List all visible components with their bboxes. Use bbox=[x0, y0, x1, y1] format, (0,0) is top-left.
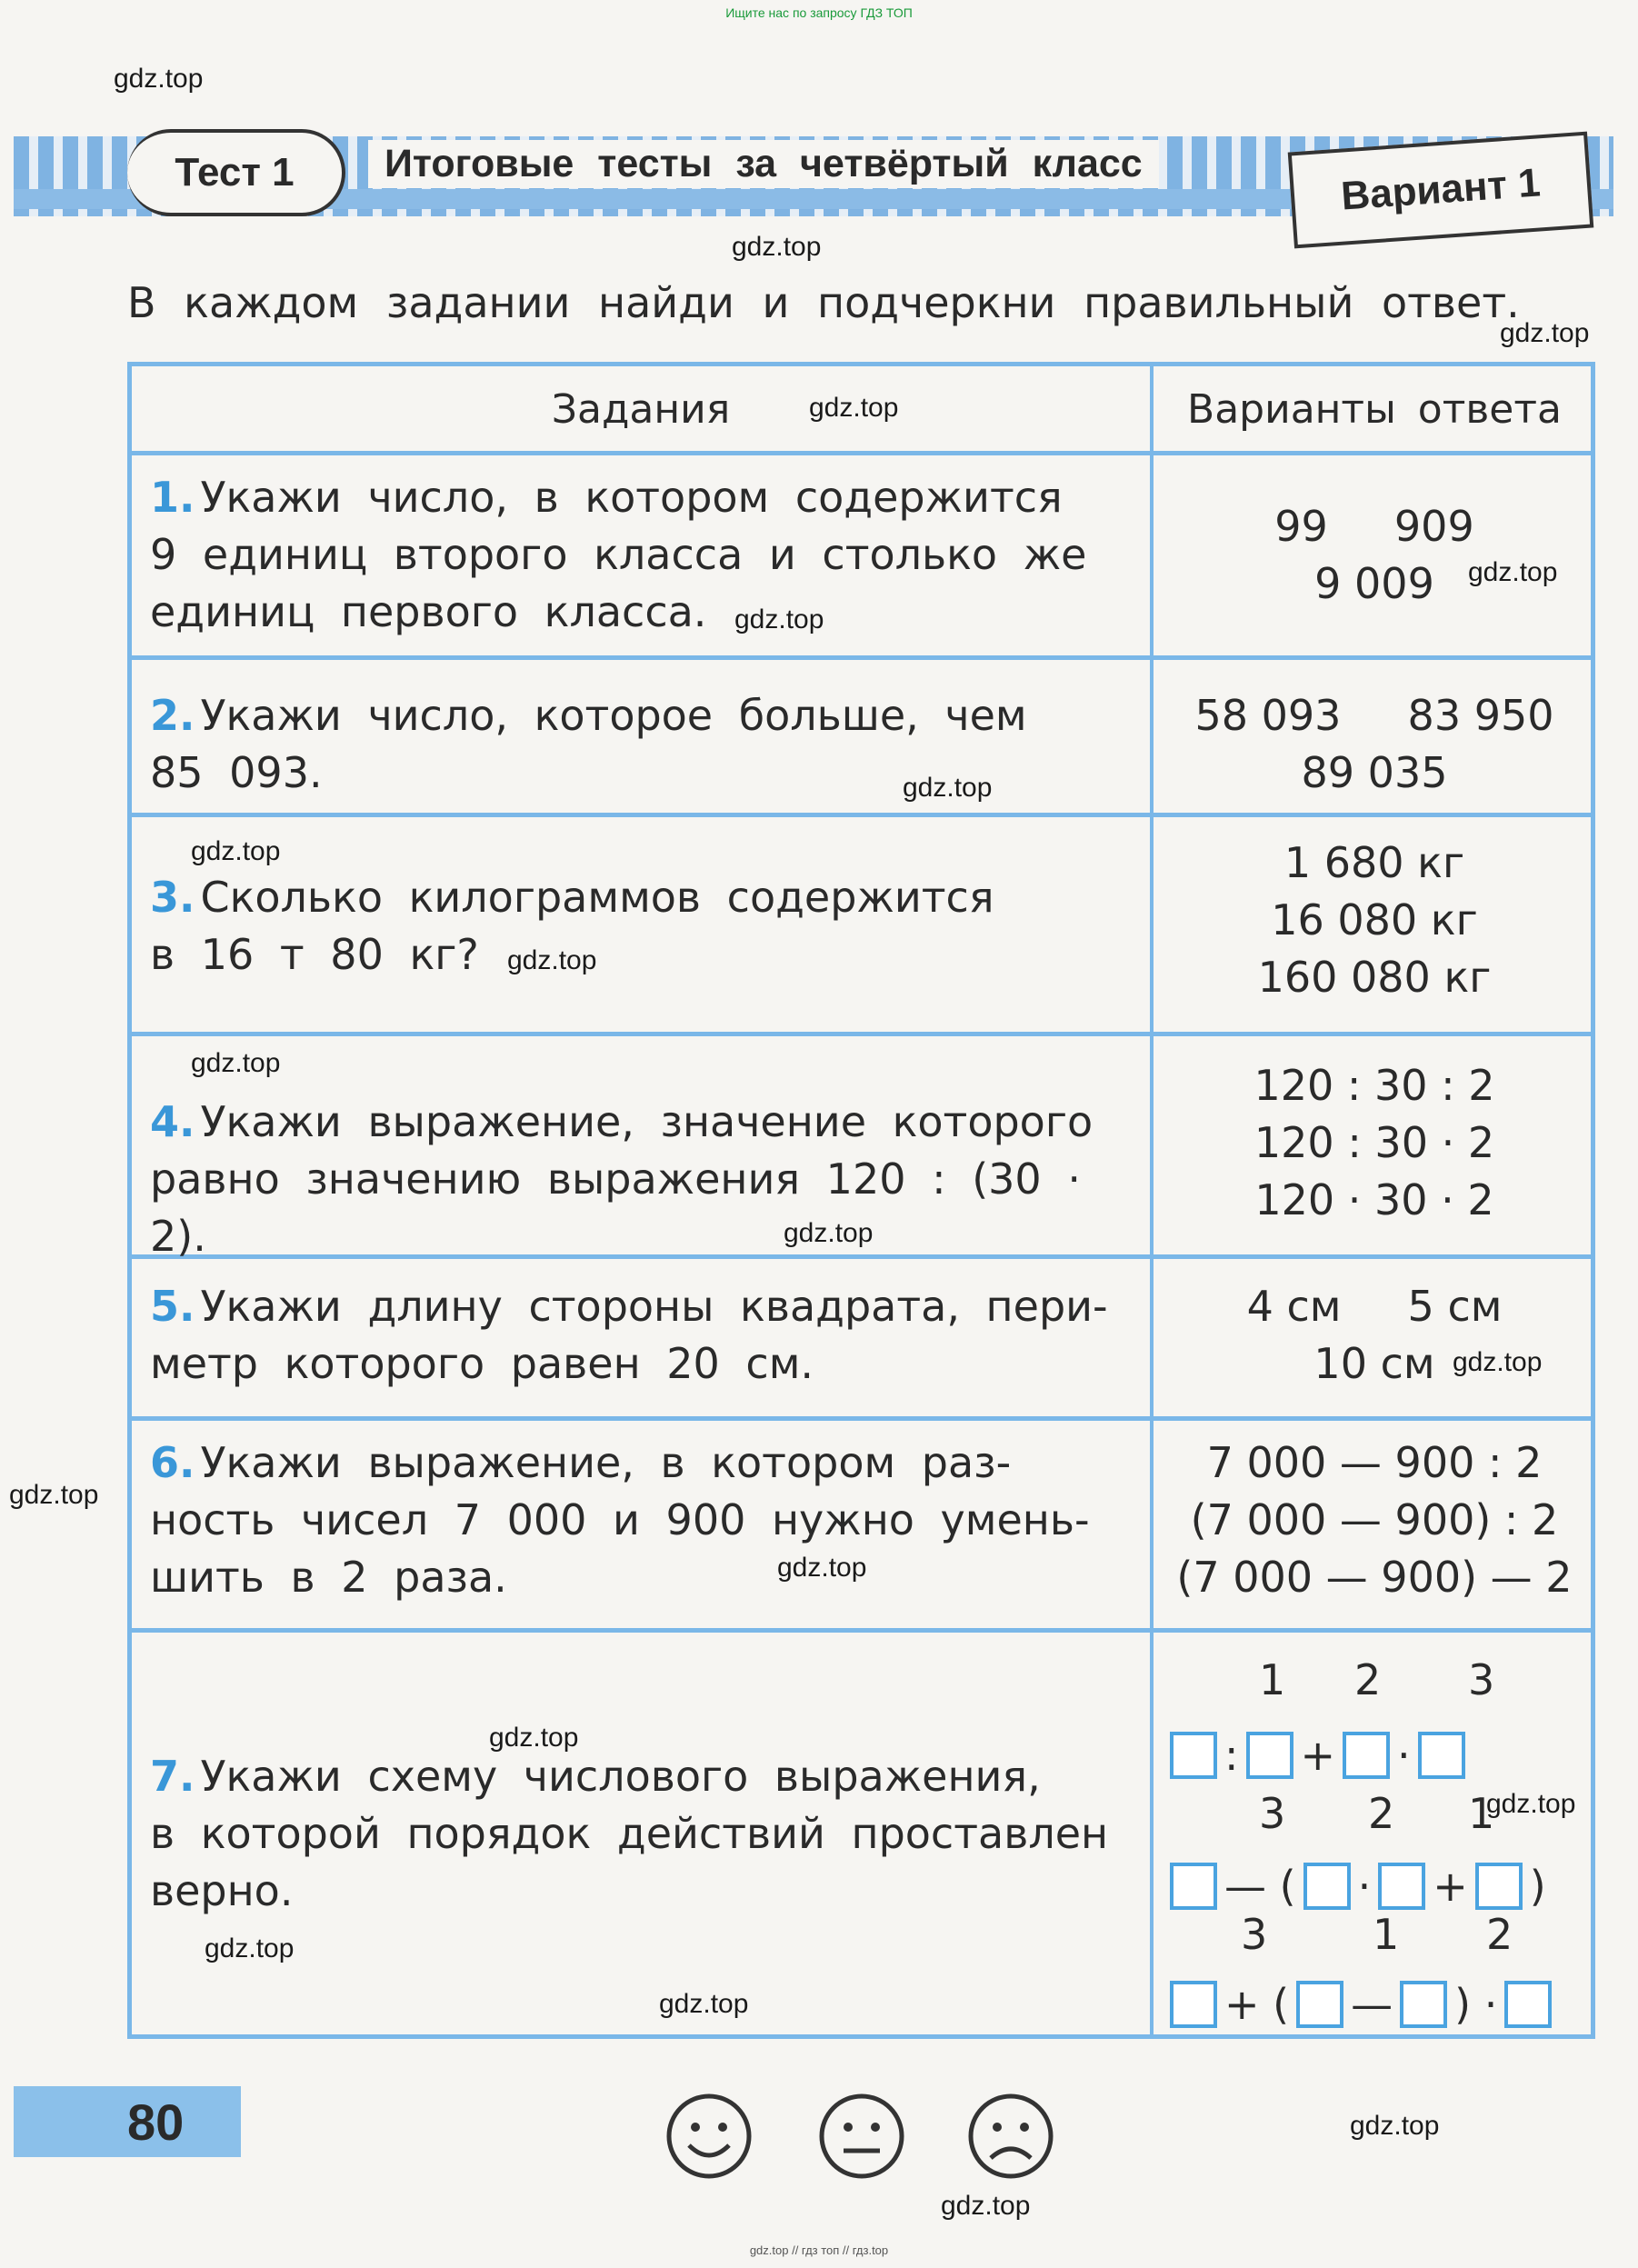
neutral-face-icon[interactable] bbox=[816, 2091, 907, 2182]
scheme-3[interactable] bbox=[1170, 1977, 1552, 2032]
watermark: gdz.top bbox=[191, 1048, 281, 1078]
row-divider bbox=[132, 1032, 1591, 1036]
task-line: единиц первого класса. bbox=[150, 587, 707, 636]
operator: : bbox=[1224, 1731, 1239, 1780]
task-number: 7. bbox=[150, 1752, 195, 1801]
header-answers: Варианты ответа bbox=[1187, 386, 1562, 433]
task-4 bbox=[150, 1094, 1132, 1265]
task-number: 2. bbox=[150, 691, 195, 740]
task-line: Укажи число, которое больше, чем bbox=[200, 691, 1027, 740]
task-line: Укажи схему числового выражения, bbox=[200, 1752, 1041, 1801]
variant-label: Вариант 1 bbox=[1339, 160, 1543, 219]
blank-box bbox=[1504, 1981, 1552, 2028]
operator: — bbox=[1351, 1980, 1393, 2029]
task-3 bbox=[150, 869, 1132, 984]
blank-box bbox=[1418, 1732, 1465, 1779]
answer-option[interactable]: 7 000 — 900 : 2 bbox=[1206, 1438, 1543, 1487]
page-title: Итоговые тесты за четвёртый класс bbox=[368, 140, 1159, 188]
task-line: 9 единиц второго класса и столько же bbox=[150, 530, 1087, 579]
operator: + bbox=[1433, 1862, 1468, 1911]
answer-option[interactable]: 58 093 83 950 bbox=[1194, 691, 1554, 740]
task-line: Укажи число, в котором содержится bbox=[200, 473, 1063, 522]
watermark: gdz.top bbox=[489, 1723, 579, 1753]
task-line: верно. bbox=[150, 1866, 294, 1915]
watermark: gdz.top bbox=[732, 232, 822, 262]
operator: ) bbox=[1529, 1862, 1546, 1911]
blank-box bbox=[1475, 1863, 1523, 1910]
sad-face-icon[interactable] bbox=[965, 2091, 1056, 2182]
task-line: Укажи выражение, значение которого bbox=[200, 1097, 1094, 1146]
operator: · bbox=[1397, 1731, 1411, 1780]
answer-option[interactable]: (7 000 — 900) : 2 bbox=[1190, 1495, 1559, 1544]
blank-box bbox=[1343, 1732, 1390, 1779]
operator: + bbox=[1300, 1731, 1336, 1780]
task-line: ность чисел 7 000 и 900 нужно умень- bbox=[150, 1495, 1090, 1544]
watermark: gdz.top bbox=[734, 604, 824, 634]
order-digit: 1 bbox=[1468, 1789, 1495, 1838]
operator: — ( bbox=[1224, 1862, 1296, 1911]
watermark: gdz.top bbox=[1500, 318, 1590, 348]
test-label: Тест 1 bbox=[175, 150, 295, 195]
watermark: gdz.top bbox=[9, 1480, 99, 1510]
variant-badge bbox=[1288, 132, 1594, 249]
answer-option[interactable]: 1 680 кг bbox=[1283, 838, 1465, 887]
task-5 bbox=[150, 1278, 1132, 1393]
answer-option[interactable]: 10 см bbox=[1313, 1339, 1435, 1388]
order-digit: 1 bbox=[1373, 1910, 1400, 1959]
blank-box bbox=[1400, 1981, 1447, 2028]
operator: · bbox=[1357, 1862, 1372, 1911]
watermark: gdz.top bbox=[809, 393, 899, 423]
order-digit: 1 bbox=[1259, 1655, 1286, 1704]
answers-6 bbox=[1154, 1434, 1595, 1606]
task-line: шить в 2 раза. bbox=[150, 1553, 507, 1602]
answer-option[interactable]: 4 см 5 см bbox=[1246, 1282, 1503, 1331]
task-1 bbox=[150, 469, 1132, 641]
page-number: 80 bbox=[14, 2086, 241, 2157]
bottom-note: gdz.top // гдз топ // гдз.top bbox=[749, 2243, 889, 2257]
watermark: gdz.top bbox=[205, 1933, 295, 1963]
task-line: Укажи выражение, в котором раз- bbox=[200, 1438, 1012, 1487]
row-divider bbox=[132, 451, 1591, 455]
task-line: в 16 т 80 кг? bbox=[150, 930, 479, 979]
blank-box bbox=[1170, 1732, 1217, 1779]
answers-1 bbox=[1154, 498, 1595, 613]
blank-box bbox=[1303, 1863, 1351, 1910]
order-digit: 2 bbox=[1354, 1655, 1382, 1704]
top-note: Ищите нас по запросу ГДЗ ТОП bbox=[725, 5, 913, 20]
answer-option[interactable]: 89 035 bbox=[1301, 748, 1448, 797]
order-digit: 2 bbox=[1486, 1910, 1513, 1959]
watermark: gdz.top bbox=[659, 1989, 749, 2019]
blank-box bbox=[1296, 1981, 1343, 2028]
answer-option[interactable]: 16 080 кг bbox=[1271, 895, 1478, 944]
task-number: 5. bbox=[150, 1282, 195, 1331]
watermark: gdz.top bbox=[1453, 1347, 1543, 1377]
watermark: gdz.top bbox=[1486, 1789, 1576, 1819]
tasks-table bbox=[127, 362, 1595, 2039]
task-number: 3. bbox=[150, 873, 195, 922]
operator: + ( bbox=[1224, 1980, 1290, 2029]
watermark: gdz.top bbox=[1350, 2111, 1440, 2141]
task-number: 4. bbox=[150, 1097, 195, 1146]
watermark: gdz.top bbox=[507, 945, 597, 975]
answers-4 bbox=[1154, 1057, 1595, 1229]
blank-box bbox=[1170, 1863, 1217, 1910]
watermark: gdz.top bbox=[784, 1218, 874, 1248]
answers-2 bbox=[1154, 687, 1595, 802]
happy-face-icon[interactable] bbox=[664, 2091, 754, 2182]
row-divider bbox=[132, 813, 1591, 817]
row-divider bbox=[132, 655, 1591, 660]
instruction: В каждом задании найди и подчеркни правильный ответ. bbox=[127, 278, 1520, 327]
task-line: Укажи длину стороны квадрата, пери- bbox=[200, 1282, 1108, 1331]
row-divider bbox=[132, 1416, 1591, 1421]
task-number: 6. bbox=[150, 1438, 195, 1487]
scheme-1[interactable] bbox=[1170, 1728, 1465, 1783]
watermark: gdz.top bbox=[114, 64, 204, 94]
operator: ) · bbox=[1454, 1980, 1498, 2029]
watermark: gdz.top bbox=[1468, 557, 1558, 587]
watermark: gdz.top bbox=[941, 2191, 1031, 2221]
task-line: метр которого равен 20 см. bbox=[150, 1339, 814, 1388]
task-line: равно значению выражения 120 : (30 · 2). bbox=[150, 1154, 1081, 1261]
answer-option[interactable]: (7 000 — 900) — 2 bbox=[1176, 1553, 1573, 1602]
blank-box bbox=[1170, 1981, 1217, 2028]
header-tasks: Задания bbox=[551, 386, 731, 433]
blank-box bbox=[1378, 1863, 1425, 1910]
order-digit: 2 bbox=[1368, 1789, 1395, 1838]
row-divider bbox=[132, 1628, 1591, 1633]
blank-box bbox=[1246, 1732, 1293, 1779]
task-line: в которой порядок действий проставлен bbox=[150, 1809, 1109, 1858]
watermark: gdz.top bbox=[191, 836, 281, 866]
answer-option[interactable]: 99 909 bbox=[1274, 502, 1474, 551]
task-line: 85 093. bbox=[150, 748, 323, 797]
answer-option[interactable]: 120 : 30 : 2 bbox=[1253, 1061, 1495, 1110]
scheme-2[interactable] bbox=[1170, 1859, 1553, 1913]
answer-option[interactable]: 160 080 кг bbox=[1257, 953, 1492, 1002]
test-badge bbox=[127, 129, 345, 216]
task-6 bbox=[150, 1434, 1132, 1606]
task-line: Сколько килограммов содержится bbox=[200, 873, 994, 922]
watermark: gdz.top bbox=[903, 773, 993, 803]
answer-option[interactable]: 120 : 30 · 2 bbox=[1253, 1118, 1495, 1167]
task-7 bbox=[150, 1748, 1132, 1920]
order-digit: 3 bbox=[1241, 1910, 1268, 1959]
answer-option[interactable]: 120 · 30 · 2 bbox=[1254, 1175, 1494, 1224]
watermark: gdz.top bbox=[777, 1553, 867, 1583]
task-number: 1. bbox=[150, 473, 195, 522]
order-digit: 3 bbox=[1468, 1655, 1495, 1704]
order-digit: 3 bbox=[1259, 1789, 1286, 1838]
answers-3 bbox=[1154, 834, 1595, 1006]
answer-option[interactable]: 9 009 bbox=[1314, 559, 1434, 608]
